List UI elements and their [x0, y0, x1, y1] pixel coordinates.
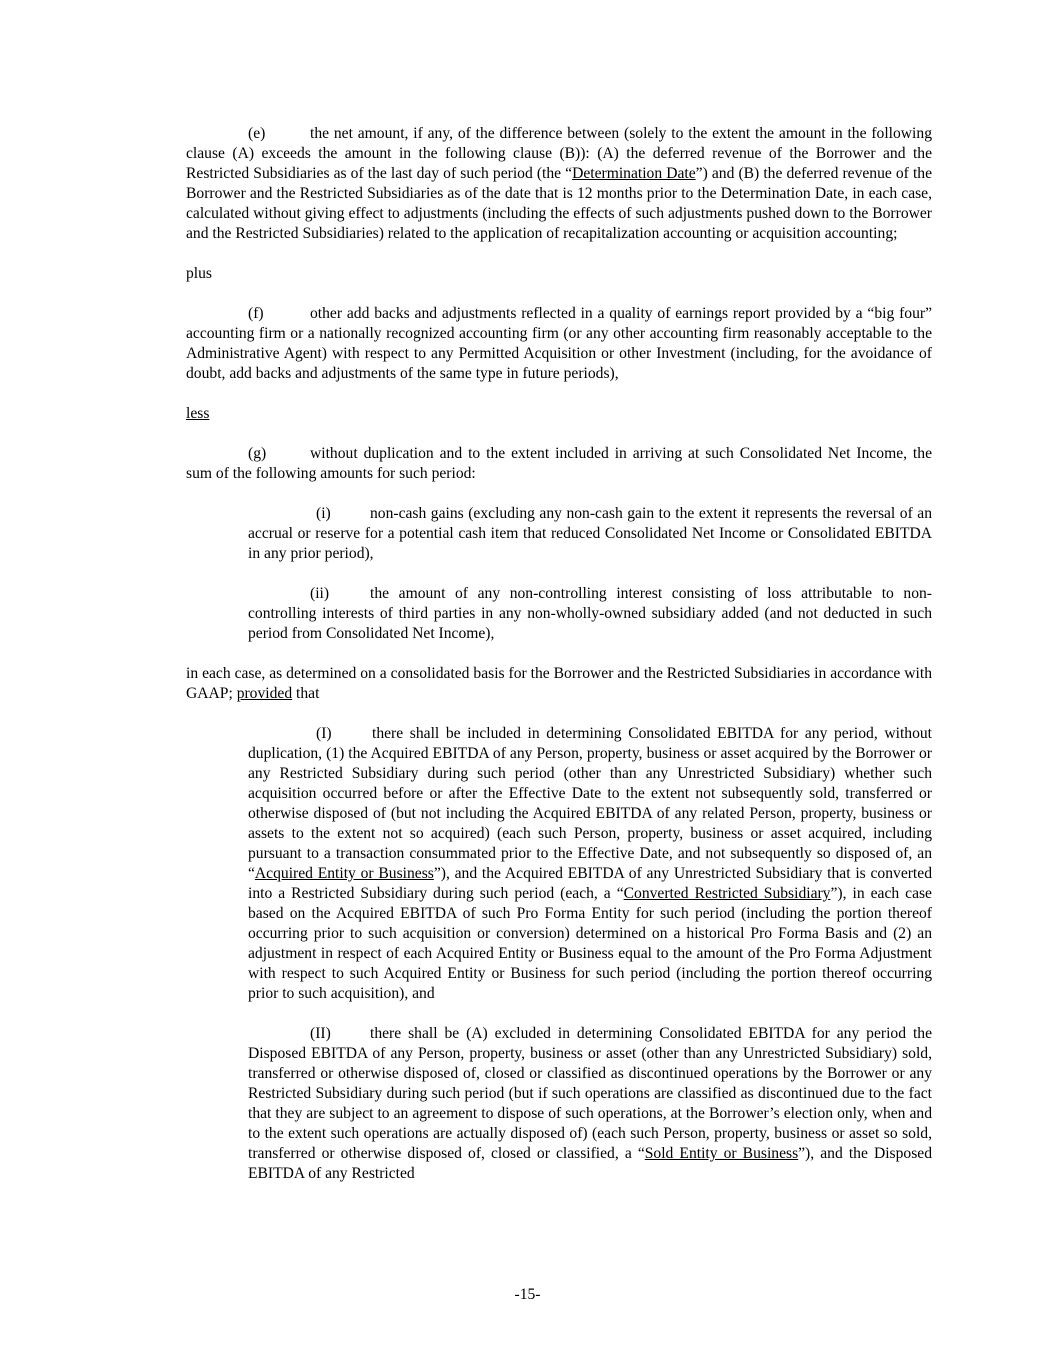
clause-label: (f): [248, 305, 264, 322]
clause-g-i: (i) non-cash gains (excluding any non-cash gain to the extent it represents the reversal of an accrual or reserve for a potential cash item that reduced Consolidated Net Income or Consolidated EBITDA in any prior period),: [248, 505, 932, 562]
page-number: -15-: [514, 1286, 541, 1303]
connector-less: less: [186, 405, 210, 422]
proviso-II: (II) there shall be (A) excluded in determining Consolidated EBITDA for any period the Disposed EBITDA of any Person, property, business or asset (other than any Unrestricted Subsidiary) sold, transferred or otherwise disposed of, closed or classified as discontinued operations by the Borrower or any Restricted Subsidiary during such period (but if such operations are classified as discontinued due to the fact that they are subject to an agreement to dispose of such operations, at the Borrower’s election only, when and to the extent such operations are actually disposed of) (each such Person, property, business or asset so sold, transferred or otherwise disposed of, closed or classified, a “Sold Entity or Business”), and the Disposed EBITDA of any Restricted: [248, 1025, 932, 1182]
defined-term: provided: [236, 685, 293, 702]
proviso-I: (I) there shall be included in determining Consolidated EBITDA for any period, without duplication, (1) the Acquired EBITDA of any Person, property, business or asset acquired by the Borrower or any Restricted Subsidiary during such period (other than any Unrestricted Subsidiary) whether such acquisition occurred before or after the Effective Date to the extent not subsequently sold, transferred or otherwise disposed of (but not including the Acquired EBITDA of any related Person, property, business or assets to the extent not so acquired) (each such Person, property, business or asset acquired, including pursuant to a transaction consummated prior to the Effective Date, and not subsequently so disposed of, an “Acquired Entity or Business”), and the Acquired EBITDA of any Unrestricted Subsidiary that is converted into a Restricted Subsidiary during such period (each, a “Converted Restricted Subsidiary”), in each case based on the Acquired EBITDA of such Pro Forma Entity for such period (including the portion thereof occurring prior to such acquisition or conversion) determined on a historical Pro Forma Basis and (2) an adjustment in respect of each Acquired Entity or Business equal to the amount of the Pro Forma Adjustment with respect to such Acquired Entity or Business for such period (including the portion thereof occurring prior to such acquisition), and: [248, 725, 932, 1002]
in-each-case-paragraph: in each case, as determined on a consolidated basis for the Borrower and the Restricted Subsidiaries in accordance with GAAP; provided that: [186, 665, 932, 702]
clause-label: (g): [248, 445, 267, 462]
defined-term: Converted Restricted Subsidiary: [623, 885, 831, 902]
defined-term: Sold Entity or Business: [644, 1145, 799, 1162]
clause-label: (I): [316, 725, 332, 742]
clause-g-ii: (ii) the amount of any non-controlling interest consisting of loss attributable to non-controlling interests of third parties in any non-wholly-owned subsidiary added (and not deducted in such period from Consolidated Net Income),: [248, 585, 932, 642]
defined-term: Acquired Entity or Business: [254, 865, 434, 882]
clause-g: (g) without duplication and to the extent included in arriving at such Consolidated Net Income, the sum of the following amounts for such period:: [186, 445, 932, 482]
connector-plus: plus: [186, 265, 212, 282]
clause-f: (f) other add backs and adjustments reflected in a quality of earnings report provided by a “big four” accounting firm or a nationally recognized accounting firm (or any other accounting firm reasonably acceptable to the Administrative Agent) with respect to any Permitted Acquisition or other Investment (including, for the avoidance of doubt, add backs and adjustments of the same type in future periods),: [186, 305, 932, 382]
document-body: [186, 124, 932, 1204]
defined-term: Determination Date: [572, 165, 696, 182]
clause-label: (II): [310, 1025, 331, 1042]
clause-label: (e): [248, 125, 266, 142]
clause-e: (e) the net amount, if any, of the difference between (solely to the extent the amount in the following clause (A) exceeds the amount in the following clause (B)): (A) the deferred revenue of the Borrower and the Restricted Subsidiaries as of the last day of such period (the “Determination Date”) and (B) the deferred revenue of the Borrower and the Restricted Subsidiaries as of the date that is 12 months prior to the Determination Date, in each case, calculated without giving effect to adjustments (including the effects of such adjustments pushed down to the Borrower and the Restricted Subsidiaries) related to the application of recapitalization accounting or acquisition accounting;: [186, 125, 932, 242]
clause-label: (i): [316, 505, 331, 522]
clause-label: (ii): [310, 585, 330, 602]
